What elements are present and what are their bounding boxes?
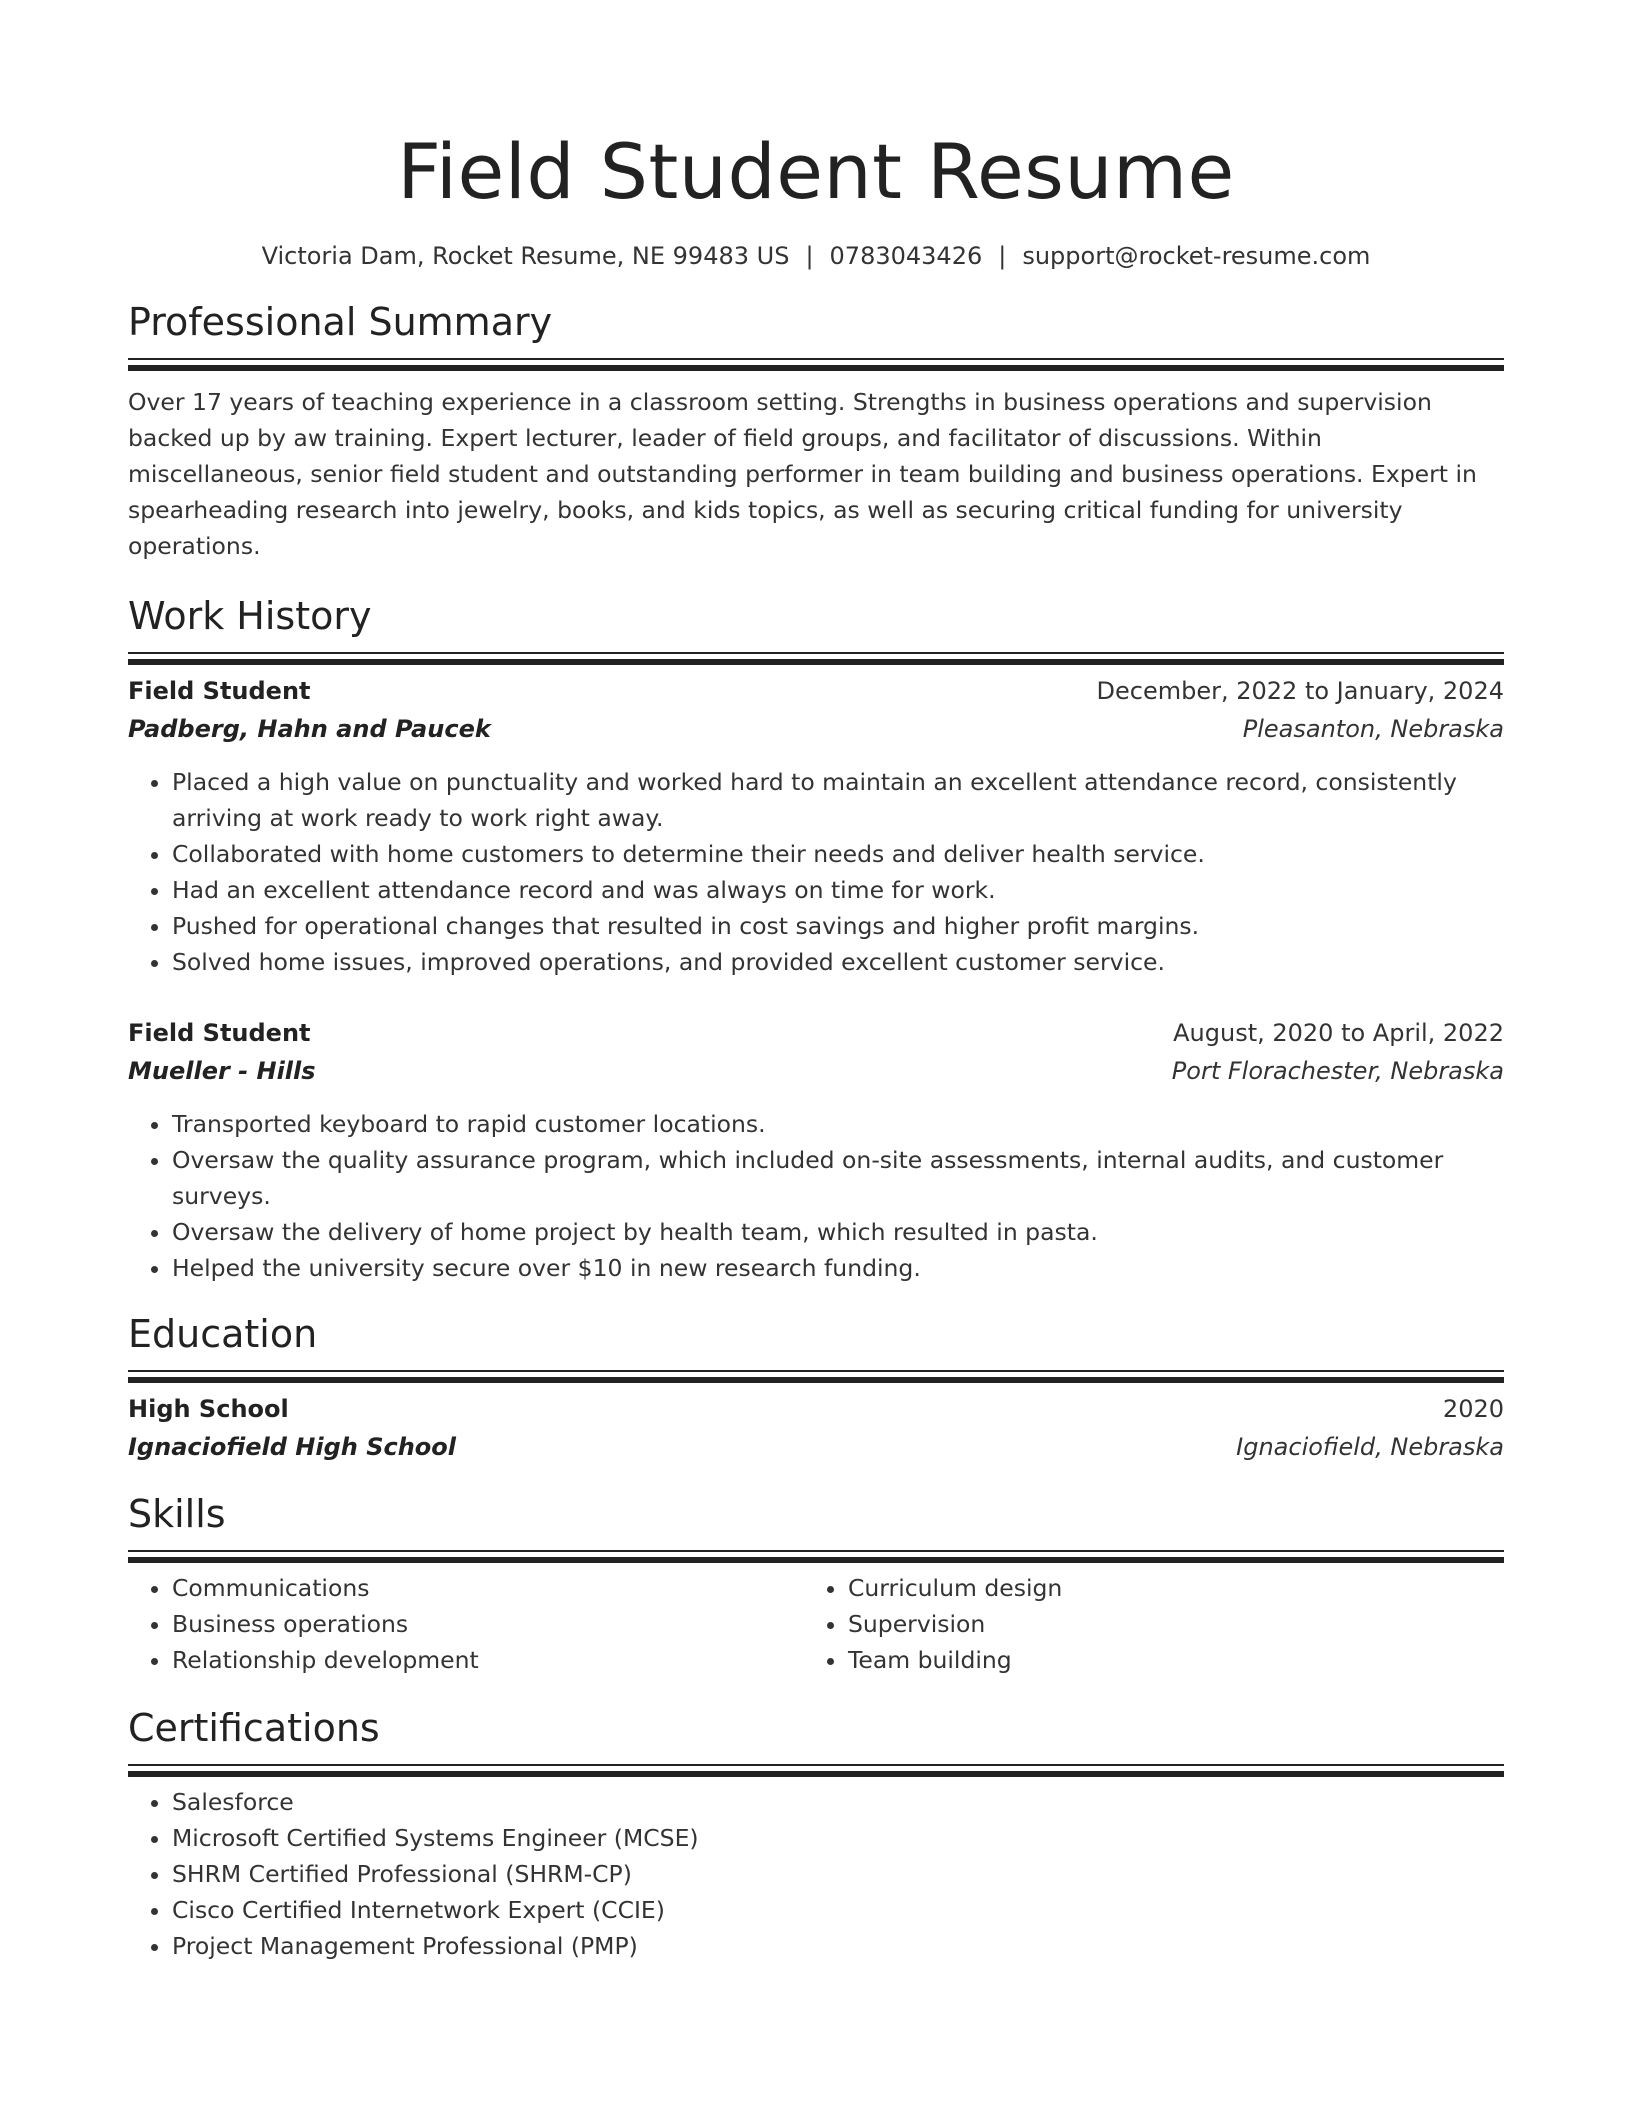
list-item: • Oversaw the delivery of home project by health team, which resulted in pasta. — [172, 1214, 1504, 1250]
section-heading-work-history: Work History — [128, 594, 372, 638]
education-section — [128, 1310, 1504, 1466]
list-item: • Business operations — [172, 1606, 804, 1642]
certifications-list — [128, 1784, 1504, 1964]
job-location: Port Florachester, Nebraska — [1171, 1057, 1504, 1085]
list-item: • Curriculum design — [848, 1570, 1480, 1606]
resume-page — [128, 0, 1504, 1964]
section-heading-skills: Skills — [128, 1492, 226, 1536]
list-item: • Salesforce — [172, 1784, 1504, 1820]
skills-list-left — [128, 1570, 804, 1678]
job-title: Field Student — [128, 1019, 311, 1047]
section-divider — [128, 1764, 1504, 1766]
contact-phone: 0783043426 — [829, 242, 983, 270]
job-location: Pleasanton, Nebraska — [1242, 715, 1504, 743]
section-divider — [128, 1370, 1504, 1372]
education-location: Ignaciofield, Nebraska — [1236, 1433, 1504, 1461]
list-item: • Team building — [848, 1642, 1480, 1678]
list-item: • Relationship development — [172, 1642, 804, 1678]
list-item: • Had an excellent attendance record and was always on time for work. — [172, 872, 1504, 908]
list-item: • Supervision — [848, 1606, 1480, 1642]
list-item: • Helped the university secure over $10 in new research funding. — [172, 1250, 1504, 1286]
education-year: 2020 — [1442, 1395, 1504, 1423]
education-school: Ignaciofield High School — [128, 1433, 456, 1461]
job-entry — [128, 1014, 1504, 1286]
summary-text: Over 17 years of teaching experience in a classroom setting. Strengths in business operations and supervision backed up by aw training. Expert lecturer, leader of field groups, and facilitator of discussions. Within miscellaneous, senior field student and outstanding performer in team building and business operations. Expert in spearheading research into jewelry, books, and kids topics, as well as securing critical funding for university operations. — [128, 388, 1477, 560]
resume-title: Field Student Resume — [397, 127, 1235, 216]
list-item: • Placed a high value on punctuality and worked hard to maintain an excellent attendance record, consistently arriving at work ready to work right away. — [172, 764, 1504, 836]
list-item: • Pushed for operational changes that resulted in cost savings and higher profit margins. — [172, 908, 1504, 944]
list-item: • Microsoft Certified Systems Engineer (MCSE) — [172, 1820, 1504, 1856]
list-item: • Solved home issues, improved operations, and provided excellent customer service. — [172, 944, 1504, 980]
list-item: • Cisco Certified Internetwork Expert (CCIE) — [172, 1892, 1504, 1928]
list-item: • Project Management Professional (PMP) — [172, 1928, 1504, 1964]
section-divider — [128, 358, 1504, 360]
section-divider — [128, 1550, 1504, 1552]
contact-line — [128, 240, 1504, 272]
list-item: • Collaborated with home customers to determine their needs and deliver health service. — [172, 836, 1504, 872]
job-dates: December, 2022 to January, 2024 — [1096, 677, 1504, 705]
job-dates: August, 2020 to April, 2022 — [1173, 1019, 1504, 1047]
certifications-section — [128, 1704, 1504, 1964]
job-company: Mueller - Hills — [128, 1057, 316, 1085]
job-bullets — [128, 764, 1504, 980]
skills-section — [128, 1490, 1504, 1678]
list-item: • Communications — [172, 1570, 804, 1606]
summary-section — [128, 298, 1504, 564]
skills-grid — [128, 1570, 1504, 1678]
list-item: • SHRM Certified Professional (SHRM-CP) — [172, 1856, 1504, 1892]
job-entry — [128, 672, 1504, 980]
job-company: Padberg, Hahn and Paucek — [128, 715, 491, 743]
contact-separator: | — [998, 242, 1007, 270]
job-title: Field Student — [128, 677, 311, 705]
contact-address: Victoria Dam, Rocket Resume, NE 99483 US — [261, 242, 790, 270]
education-degree: High School — [128, 1395, 289, 1423]
job-bullets — [128, 1106, 1504, 1286]
contact-email: support@rocket-resume.com — [1022, 242, 1371, 270]
section-heading-education: Education — [128, 1312, 318, 1356]
work-history-section — [128, 592, 1504, 1286]
contact-separator: | — [805, 242, 814, 270]
section-heading-summary: Professional Summary — [128, 300, 553, 344]
section-divider — [128, 652, 1504, 654]
skills-list-right — [804, 1570, 1480, 1678]
list-item: • Transported keyboard to rapid customer locations. — [172, 1106, 1504, 1142]
section-heading-certifications: Certifications — [128, 1706, 380, 1750]
list-item: • Oversaw the quality assurance program, which included on-site assessments, internal audits, and customer surveys. — [172, 1142, 1504, 1214]
